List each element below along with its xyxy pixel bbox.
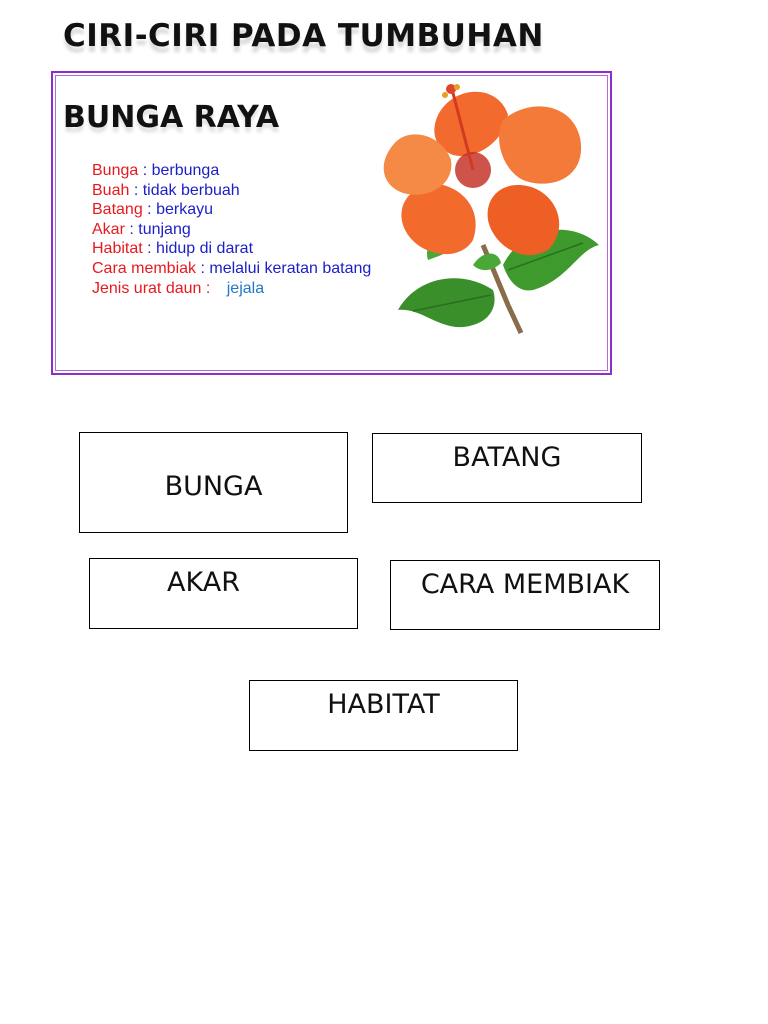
fact-separator: :: [124, 220, 139, 238]
fact-value: berkayu: [156, 201, 213, 219]
fact-separator: :: [142, 201, 157, 219]
cara-membiak-box-label: CARA MEMBIAK: [420, 569, 630, 600]
info-card: [51, 71, 612, 375]
page-title: CIRI-CIRI PADA TUMBUHAN: [63, 18, 544, 54]
fact-akar: [92, 220, 371, 240]
akar-box: [89, 558, 358, 629]
fact-habitat: [92, 239, 371, 259]
facts-list: [92, 161, 371, 298]
batang-box: [372, 433, 642, 503]
fact-buah: [92, 181, 371, 201]
fact-label: Jenis urat daun: [92, 279, 202, 297]
fact-value: berbunga: [151, 162, 220, 179]
fact-value: tunjang: [138, 220, 191, 238]
fact-label: Habitat: [92, 240, 143, 258]
fact-label: Batang: [92, 201, 143, 219]
fact-label: Buah: [92, 181, 130, 199]
card-title: BUNGA RAYA: [63, 100, 280, 135]
fact-separator: :: [129, 181, 143, 199]
fact-value: melalui keratan batang: [209, 259, 372, 277]
fact-separator: :: [138, 162, 152, 179]
akar-box-label: AKAR: [167, 567, 240, 598]
hibiscus-flower-icon: [333, 75, 605, 337]
fact-value: jejala: [226, 279, 265, 297]
fact-value: tidak berbuah: [142, 181, 240, 199]
fact-label: Akar: [92, 220, 125, 238]
cara-membiak-box: [390, 560, 660, 630]
bunga-box: [79, 432, 348, 533]
habitat-box-label: HABITAT: [327, 689, 440, 720]
fact-jenis-urat-daun: [92, 279, 371, 299]
fact-separator: :: [201, 279, 215, 297]
bunga-box-label: BUNGA: [164, 471, 263, 502]
batang-box-label: BATANG: [452, 442, 562, 473]
fact-batang: [92, 200, 371, 220]
fact-value: hidup di darat: [156, 240, 254, 258]
fact-bunga: [92, 161, 371, 181]
habitat-box: [249, 680, 518, 751]
fact-label: Cara membiak: [92, 259, 197, 277]
fact-separator: :: [196, 259, 210, 277]
fact-separator: :: [142, 240, 157, 258]
fact-cara-membiak: [92, 259, 371, 279]
fact-label: Bunga: [92, 162, 139, 179]
